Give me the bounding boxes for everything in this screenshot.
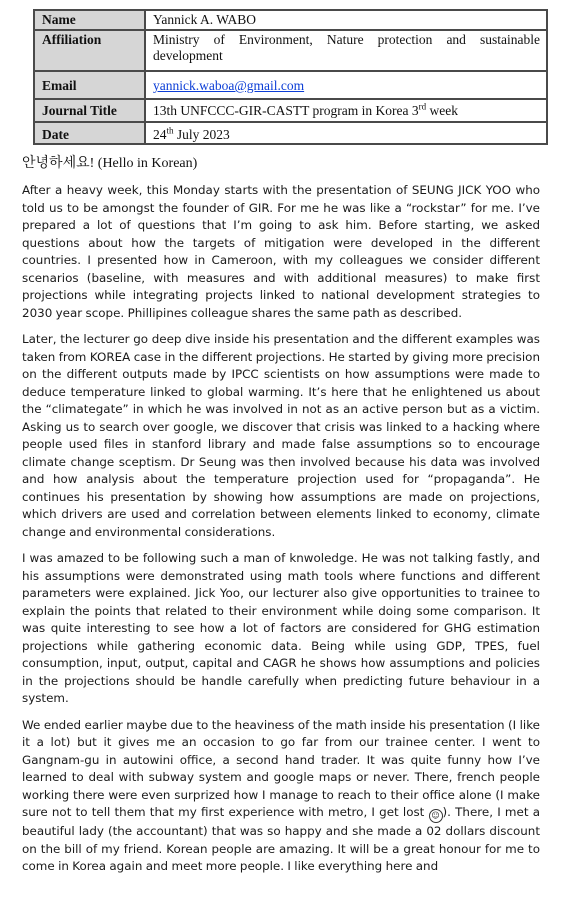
affiliation-label: Affiliation	[34, 30, 145, 71]
affiliation-value: Ministry of Environment, Nature protection and sustainable development	[145, 30, 547, 71]
table-row	[34, 10, 547, 30]
paragraph: After a heavy week, this Monday starts with the presentation of SEUNG JICK YOO who told us to be amongst the founder of GIR. For me he was like a “rockstar” for me. I’ve prepared a lot of questions that I’m going to ask him. Before starting, we asked questions about how the targets of mitigation were developed in the different countries. I presented how in Cameroon, with my colleagues we consider different scenarios (baseline, with measures and with additional measures) to make first projections while integrating projects linked to national development strategies to 2030 year scope. Phillipines colleague shares the same path as described.	[22, 183, 540, 320]
paragraph-text: ). There, I met a beautiful lady (the accountant) that was so happy and she made a 02 dollars discount on the bill of my friend. Korean people are amazing. It will be a great honour for me to come in Korea again and meet more people. I like everything here and	[22, 805, 540, 873]
date-rest: July 2023	[173, 127, 230, 142]
name-label: Name	[34, 10, 145, 30]
table-row	[34, 122, 547, 144]
smiley-icon: ☺	[429, 809, 443, 823]
date-label: Date	[34, 122, 145, 144]
email-link[interactable]: yannick.waboa@gmail.com	[153, 78, 305, 93]
journal-info-table	[33, 9, 548, 145]
name-value: Yannick A. WABO	[145, 10, 547, 30]
date-day: 24	[153, 127, 167, 142]
journal-title-text: 13th UNFCCC-GIR-CASTT program in Korea 3	[153, 103, 419, 118]
journal-body	[22, 182, 540, 885]
paragraph: I was amazed to be following such a man of knwoledge. He was not talking fastly, and his assumptions were demonstrated using math tools where functions and different parameters were explained. Jick Yoo, our lecturer also give opportunities to trainee to explain the points that related to their environment while doing some comparison. It was quite interesting to see how a lot of factors are considered for GHG estimation projections while gathering economic data. Being while using GDP, TPES, fuel consumption, input, output, capital and CAGR he shows how assumptions and policies in the projections should be handle carefully when predicting future behaviour in a system.	[22, 551, 540, 705]
journal-title-suffix: week	[426, 103, 458, 118]
journal-title-value	[145, 99, 547, 122]
date-sup: th	[166, 125, 174, 136]
email-cell	[145, 71, 547, 99]
date-value	[145, 122, 547, 144]
table-row	[34, 99, 547, 122]
paragraph: Later, the lecturer go deep dive inside his presentation and the different examples was taken from KOREA case in the different projections. He started by giving more precision on the different outputs made by IPCC scientists on how assumptions were made to deduce temperature linked to global warming. It’s here that he enlightened us about the “climategate” in which he was involved in not as an active person but as a victim. Asking us to search over google, we discover that crisis was linked to a hacking where people used files in stanford library and made false assumptions so to encourage climate change sceptism. Dr Seung was then involved because his data was involved and how analysis about the temperature projection used for “propaganda”. He continues his presentation by showing how assumptions are made on projections, which drivers are used and correlation between elements linked to economy, climate change and environmental considerations.	[22, 332, 540, 539]
greeting: 안녕하세요! (Hello in Korean)	[22, 156, 198, 171]
journal-title-sup: rd	[418, 101, 427, 112]
paragraph-text: We ended earlier maybe due to the heaviness of the math inside his presentation (I like it a lot) but it gives me an occasion to go far from our trainee center. I went to Gangnam-gu in autowini office, a second hand trader. It was quite funny how I’ve learned to deal with subway system and google maps or never. There, french people working there were even surprized how I manage to reach to their office alone (I make sure not to tell them that my first experience with metro, I get lost	[22, 717, 540, 819]
table-row	[34, 71, 547, 99]
journal-title-label: Journal Title	[34, 99, 145, 122]
table-row	[34, 30, 547, 71]
email-label: Email	[34, 71, 145, 99]
paragraph	[22, 717, 540, 876]
